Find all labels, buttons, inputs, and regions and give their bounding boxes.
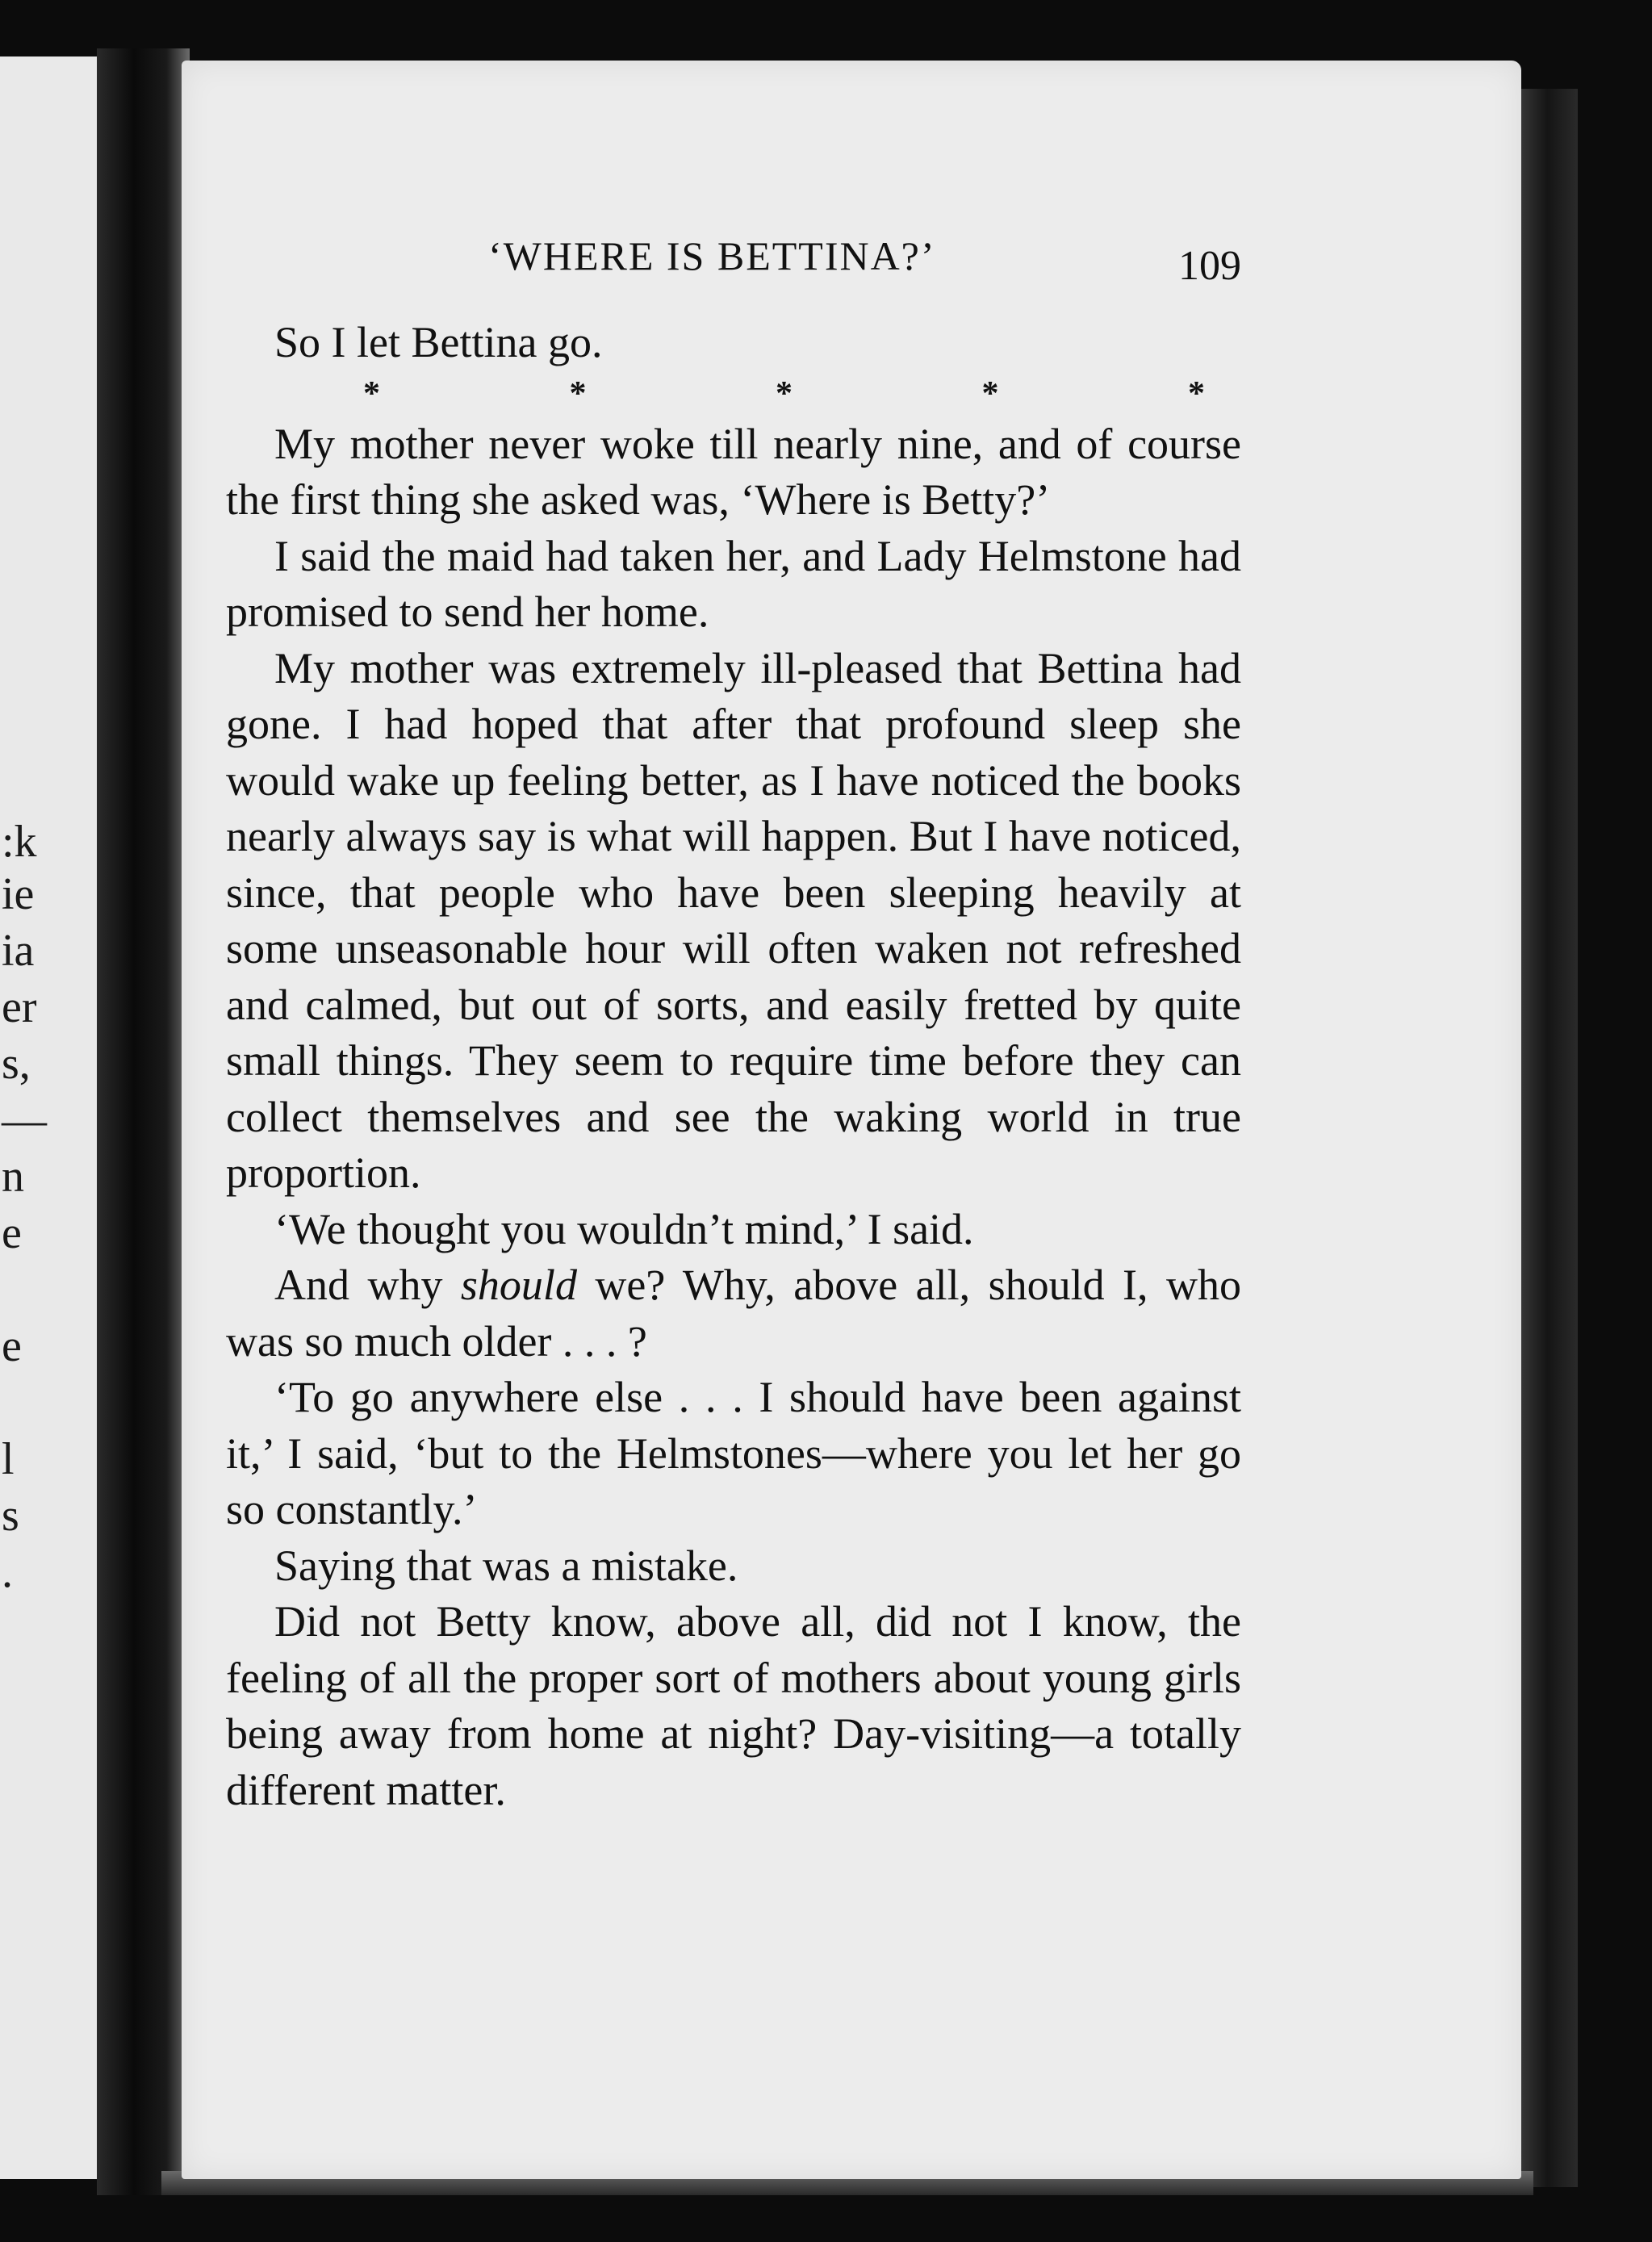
- paragraph: ‘We thought you wouldn’t mind,’ I said.: [274, 1204, 974, 1253]
- paragraph: My mother was extremely ill-pleased that Bettina had gone. I had hoped that after that profound sleep she would wake up feeling better, as I have noticed the books nearly always say is what will happen. But I have noticed, since, that people who have been sleeping heavily at some unseasonable hour will often waken not refreshed and calmed, but out of sorts, and easily fretted by quite small things. They seem to require time before they can collect themselves and see the waking world in true proportion.: [226, 643, 1241, 1197]
- paragraph: My mother never woke till nearly nine, and of course the first thing she asked was, ‘Where is Betty?’: [226, 419, 1241, 524]
- paragraph: So I let Bettina go.: [274, 318, 603, 366]
- paragraph: Did not Betty know, above all, did not I know, the feeling of all the proper sort of mothers about young girls being away from home at night? Day-visiting—a totally different matter.: [226, 1597, 1241, 1814]
- body-text: [226, 315, 1241, 1818]
- left-page-fragment: s: [2, 1491, 19, 1541]
- left-page-fragment: s,: [2, 1039, 31, 1089]
- left-page-fragment: n: [2, 1152, 24, 1202]
- page-stack-edge: [1517, 89, 1578, 2187]
- left-page-fragment: e: [2, 1321, 22, 1371]
- left-page-fragment: l: [2, 1434, 15, 1484]
- left-page-fragment: .: [2, 1547, 13, 1597]
- paragraph: I said the maid had taken her, and Lady Helmstone had promised to send her home.: [226, 531, 1241, 636]
- asterisk: *: [363, 374, 380, 412]
- paragraph: [226, 1257, 1241, 1370]
- asterisk: *: [776, 374, 793, 412]
- section-break: [226, 371, 1241, 416]
- left-page-fragment: —: [2, 1095, 47, 1145]
- paragraph: Saying that was a mistake.: [274, 1541, 738, 1590]
- asterisk: *: [1188, 374, 1205, 412]
- paragraph: ‘To go anywhere else . . . I should have been against it,’ I said, ‘but to the Helmstones—where you let her go so constantly.’: [226, 1373, 1241, 1533]
- page-number: 109: [1178, 243, 1241, 289]
- book-gutter: [97, 48, 190, 2195]
- text-run: we? Why, above all, should I, who was so much older . . . ?: [226, 1261, 1241, 1366]
- text-run: And why: [274, 1261, 461, 1309]
- asterisk: *: [569, 374, 587, 412]
- left-page-fragment: ia: [2, 926, 35, 976]
- previous-page-edge: [0, 56, 113, 2179]
- left-page-fragment: ie: [2, 869, 35, 919]
- left-page-fragment: e: [2, 1208, 22, 1258]
- left-page-fragment: :k: [2, 817, 37, 867]
- italic-emphasis: should: [460, 1261, 577, 1309]
- running-head: ‘WHERE IS BETTINA?’: [488, 233, 936, 278]
- left-page-fragment: er: [2, 982, 37, 1032]
- asterisk: *: [981, 374, 999, 412]
